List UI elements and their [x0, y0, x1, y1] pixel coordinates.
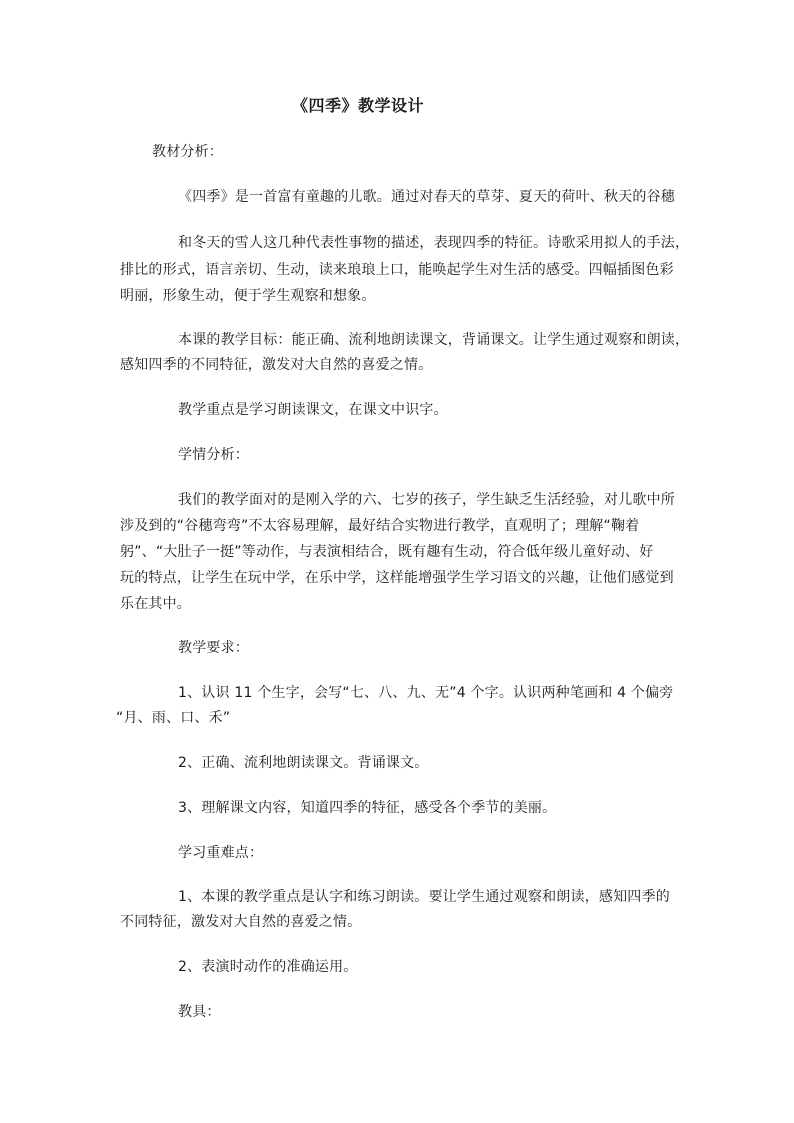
heading-teaching-tools: 教具：: [178, 1004, 221, 1020]
paragraph-line: 本课的教学目标：能正确、流利地朗读课文，背诵课文。让学生通过观察和朗读，: [178, 332, 690, 348]
paragraph-line: 躬”、“大肚子一挺”等动作，与表演相结合，既有趣有生动，符合低年级儿童好动、好: [120, 544, 654, 560]
document-title: 《四季》教学设计: [292, 96, 425, 115]
paragraph-line: 《四季》是一首富有童趣的儿歌。通过对春天的草芽、夏天的荷叶、秋天的谷穗: [178, 189, 675, 205]
heading-key-points: 学习重难点：: [178, 845, 264, 861]
heading-textbook-analysis: 教材分析：: [152, 144, 223, 160]
paragraph-line: 教学重点是学习朗读课文，在课文中识字。: [178, 402, 448, 418]
list-item: “月、雨、口、禾”: [116, 710, 231, 726]
paragraph-line: 我们的教学面对的是刚入学的六、七岁的孩子，学生缺乏生活经验，对儿歌中所: [178, 492, 675, 508]
list-item: 2、表演时动作的准确运用。: [178, 959, 358, 975]
list-item: 1、本课的教学重点是认字和练习朗读。要让学生通过观察和朗读，感知四季的: [178, 889, 670, 905]
paragraph-line: 感知四季的不同特征，激发对大自然的喜爱之情。: [120, 357, 433, 373]
paragraph-line: 排比的形式，语言亲切、生动，读来琅琅上口，能唤起学生对生活的感受。四幅插图色彩: [120, 262, 674, 278]
paragraph-line: 玩的特点，让学生在玩中学，在乐中学，这样能增强学生学习语文的兴趣，让他们感觉到: [120, 570, 674, 586]
paragraph-line: 明丽，形象生动，便于学生观察和想象。: [120, 288, 376, 304]
paragraph-line: 涉及到的“谷穗弯弯”不太容易理解，最好结合实物进行教学，直观明了；理解“鞠着: [120, 518, 640, 534]
paragraph-line: 乐在其中。: [120, 596, 191, 612]
list-item: 2、正确、流利地朗读课文。背诵课文。: [178, 755, 429, 771]
list-item: 1、认识 11 个生字，会写“七、八、九、无”4 个字。认识两种笔画和 4 个偏旁: [178, 685, 674, 701]
list-item: 不同特征，激发对大自然的喜爱之情。: [120, 914, 362, 930]
list-item: 3、理解课文内容，知道四季的特征，感受各个季节的美丽。: [178, 800, 557, 816]
heading-teaching-requirements: 教学要求：: [178, 640, 249, 656]
heading-learning-analysis: 学情分析：: [178, 447, 249, 463]
paragraph-line: 和冬天的雪人这几种代表性事物的描述，表现四季的特征。诗歌采用拟人的手法，: [178, 235, 690, 251]
